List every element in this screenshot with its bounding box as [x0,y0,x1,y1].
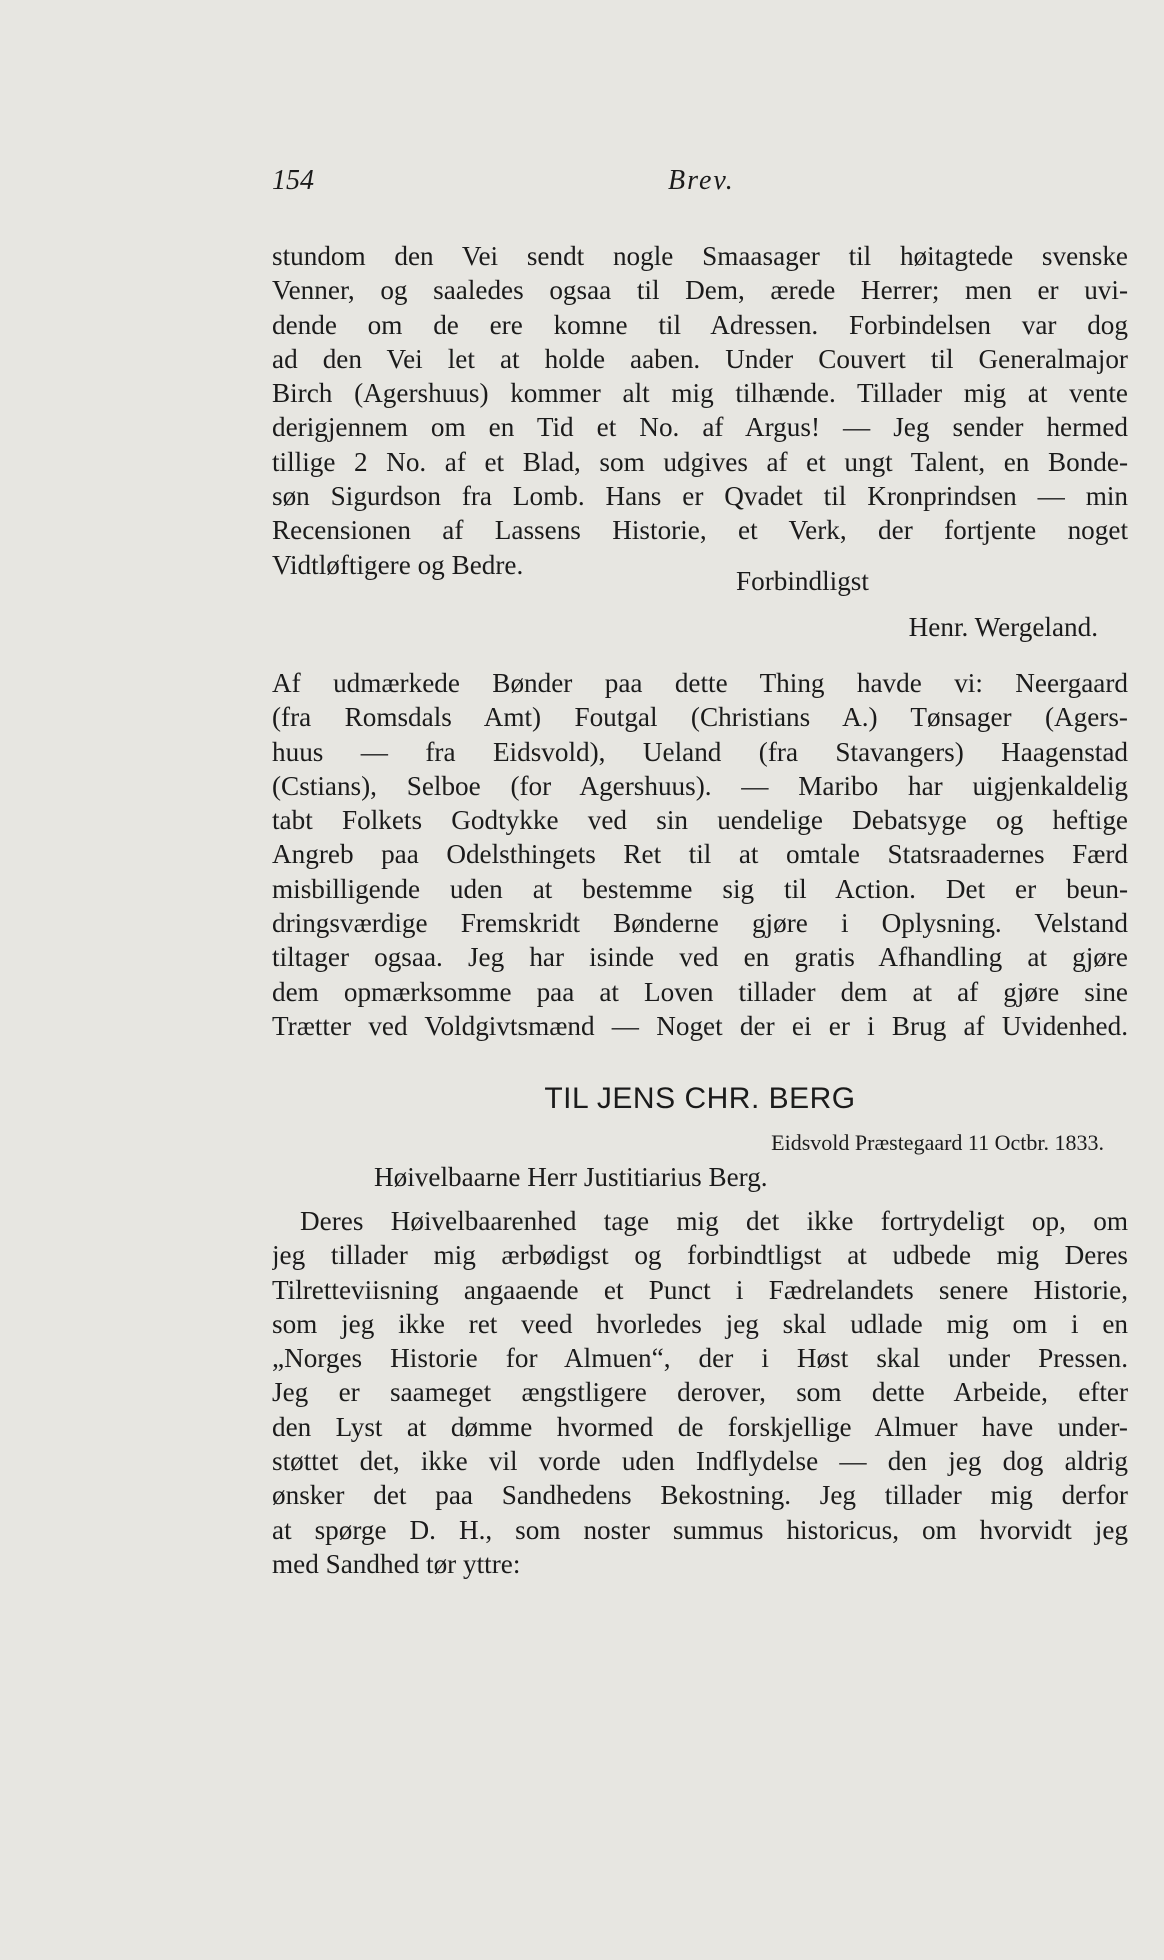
text-line: støttet det, ikke vil vorde uden Indflydelse — den jeg dog aldrig [272,1446,1128,1477]
text-line: Angreb paa Odelsthingets Ret til at omtale Statsraadernes Færd [272,839,1128,870]
text-line: Vidtløftigere og Bedre. [272,549,524,580]
text-line: ønsker det paa Sandhedens Bekostning. Jeg tillader mig derfor [272,1480,1128,1511]
page-number: 154 [272,165,314,196]
text-line: Birch (Agershuus) kommer alt mig tilhænde. Tillader mig at vente [272,378,1128,409]
text-line: Deres Høivelbaarenhed tage mig det ikke fortrydeligt op, om [300,1206,1128,1236]
salutation: Høivelbaarne Herr Justitiarius Berg. [374,1162,768,1192]
text-line: (fra Romsdals Amt) Foutgal (Christians A.) Tønsager (Agers- [272,702,1128,733]
letter-body [272,1204,1128,1581]
letter-heading: TIL JENS CHR. BERG [544,1082,856,1115]
text-line: „Norges Historie for Almuen“, der i Høst skal under Pressen. [272,1343,1128,1374]
text-line: dringsværdige Fremskridt Bønderne gjøre i Oplysning. Velstand [272,908,1128,939]
text-line: Jeg er saameget ængstligere derover, som dette Arbeide, efter [272,1377,1128,1408]
text-line: ad den Vei let at holde aaben. Under Couvert til Generalmajor [272,343,1128,374]
page-header [272,165,1128,205]
note-paragraph [272,666,1128,1043]
running-head: Brev. [668,165,735,196]
text-line: Venner, og saaledes ogsaa til Dem, ærede Herrer; men er uvi- [272,275,1128,306]
text-line: dende om de ere komne til Adressen. Forbindelsen var dog [272,309,1128,340]
text-line: at spørge D. H., som noster summus historicus, om hvorvidt jeg [272,1514,1128,1545]
text-line: tillige 2 No. af et Blad, som udgives af et ungt Talent, en Bonde- [272,446,1128,477]
text-line: Recensionen af Lassens Historie, et Verk, der fortjente noget [272,515,1128,546]
text-line: som jeg ikke ret veed hvorledes jeg skal udlade mig om i en [272,1308,1128,1339]
dateline: Eidsvold Præstegaard 11 Octbr. 1833. [771,1130,1104,1155]
text-line: derigjennem om en Tid et No. af Argus! — Jeg sender hermed [272,412,1128,443]
text-line: Trætter ved Voldgivtsmænd — Noget der ei er i Brug af Uvidenhed. [272,1010,1128,1041]
valediction: Forbindligst [736,566,869,596]
text-line: søn Sigurdson fra Lomb. Hans er Qvadet til Kronprindsen — min [272,481,1128,512]
text-line: dem opmærksomme paa at Loven tillader dem at af gjøre sine [272,976,1128,1007]
signature: Henr. Wergeland. [908,612,1098,642]
text-line: stundom den Vei sendt nogle Smaasager til høitagtede svenske [272,241,1128,271]
text-line: med Sandhed tør yttre: [272,1548,521,1579]
text-line: jeg tillader mig ærbødigst og forbindtligst at udbede mig Deres [272,1240,1128,1271]
text-line: Tilretteviisning angaaende et Punct i Fædrelandets senere Historie, [272,1274,1128,1305]
text-line: tiltager ogsaa. Jeg har isinde ved en gratis Afhandling at gjøre [272,942,1128,973]
text-line: (Cstians), Selboe (for Agershuus). — Maribo har uigjenkaldelig [272,770,1128,801]
text-line: misbilligende uden at bestemme sig til Action. Det er beun- [272,873,1128,904]
text-line: tabt Folkets Godtykke ved sin uendelige Debatsyge og heftige [272,805,1128,836]
letter-body-continued [272,239,1128,582]
text-line: huus — fra Eidsvold), Ueland (fra Stavangers) Haagenstad [272,736,1128,767]
text-line: Af udmærkede Bønder paa dette Thing havde vi: Neergaard [272,668,1128,698]
text-line: den Lyst at dømme hvormed de forskjellige Almuer have under- [272,1411,1128,1442]
